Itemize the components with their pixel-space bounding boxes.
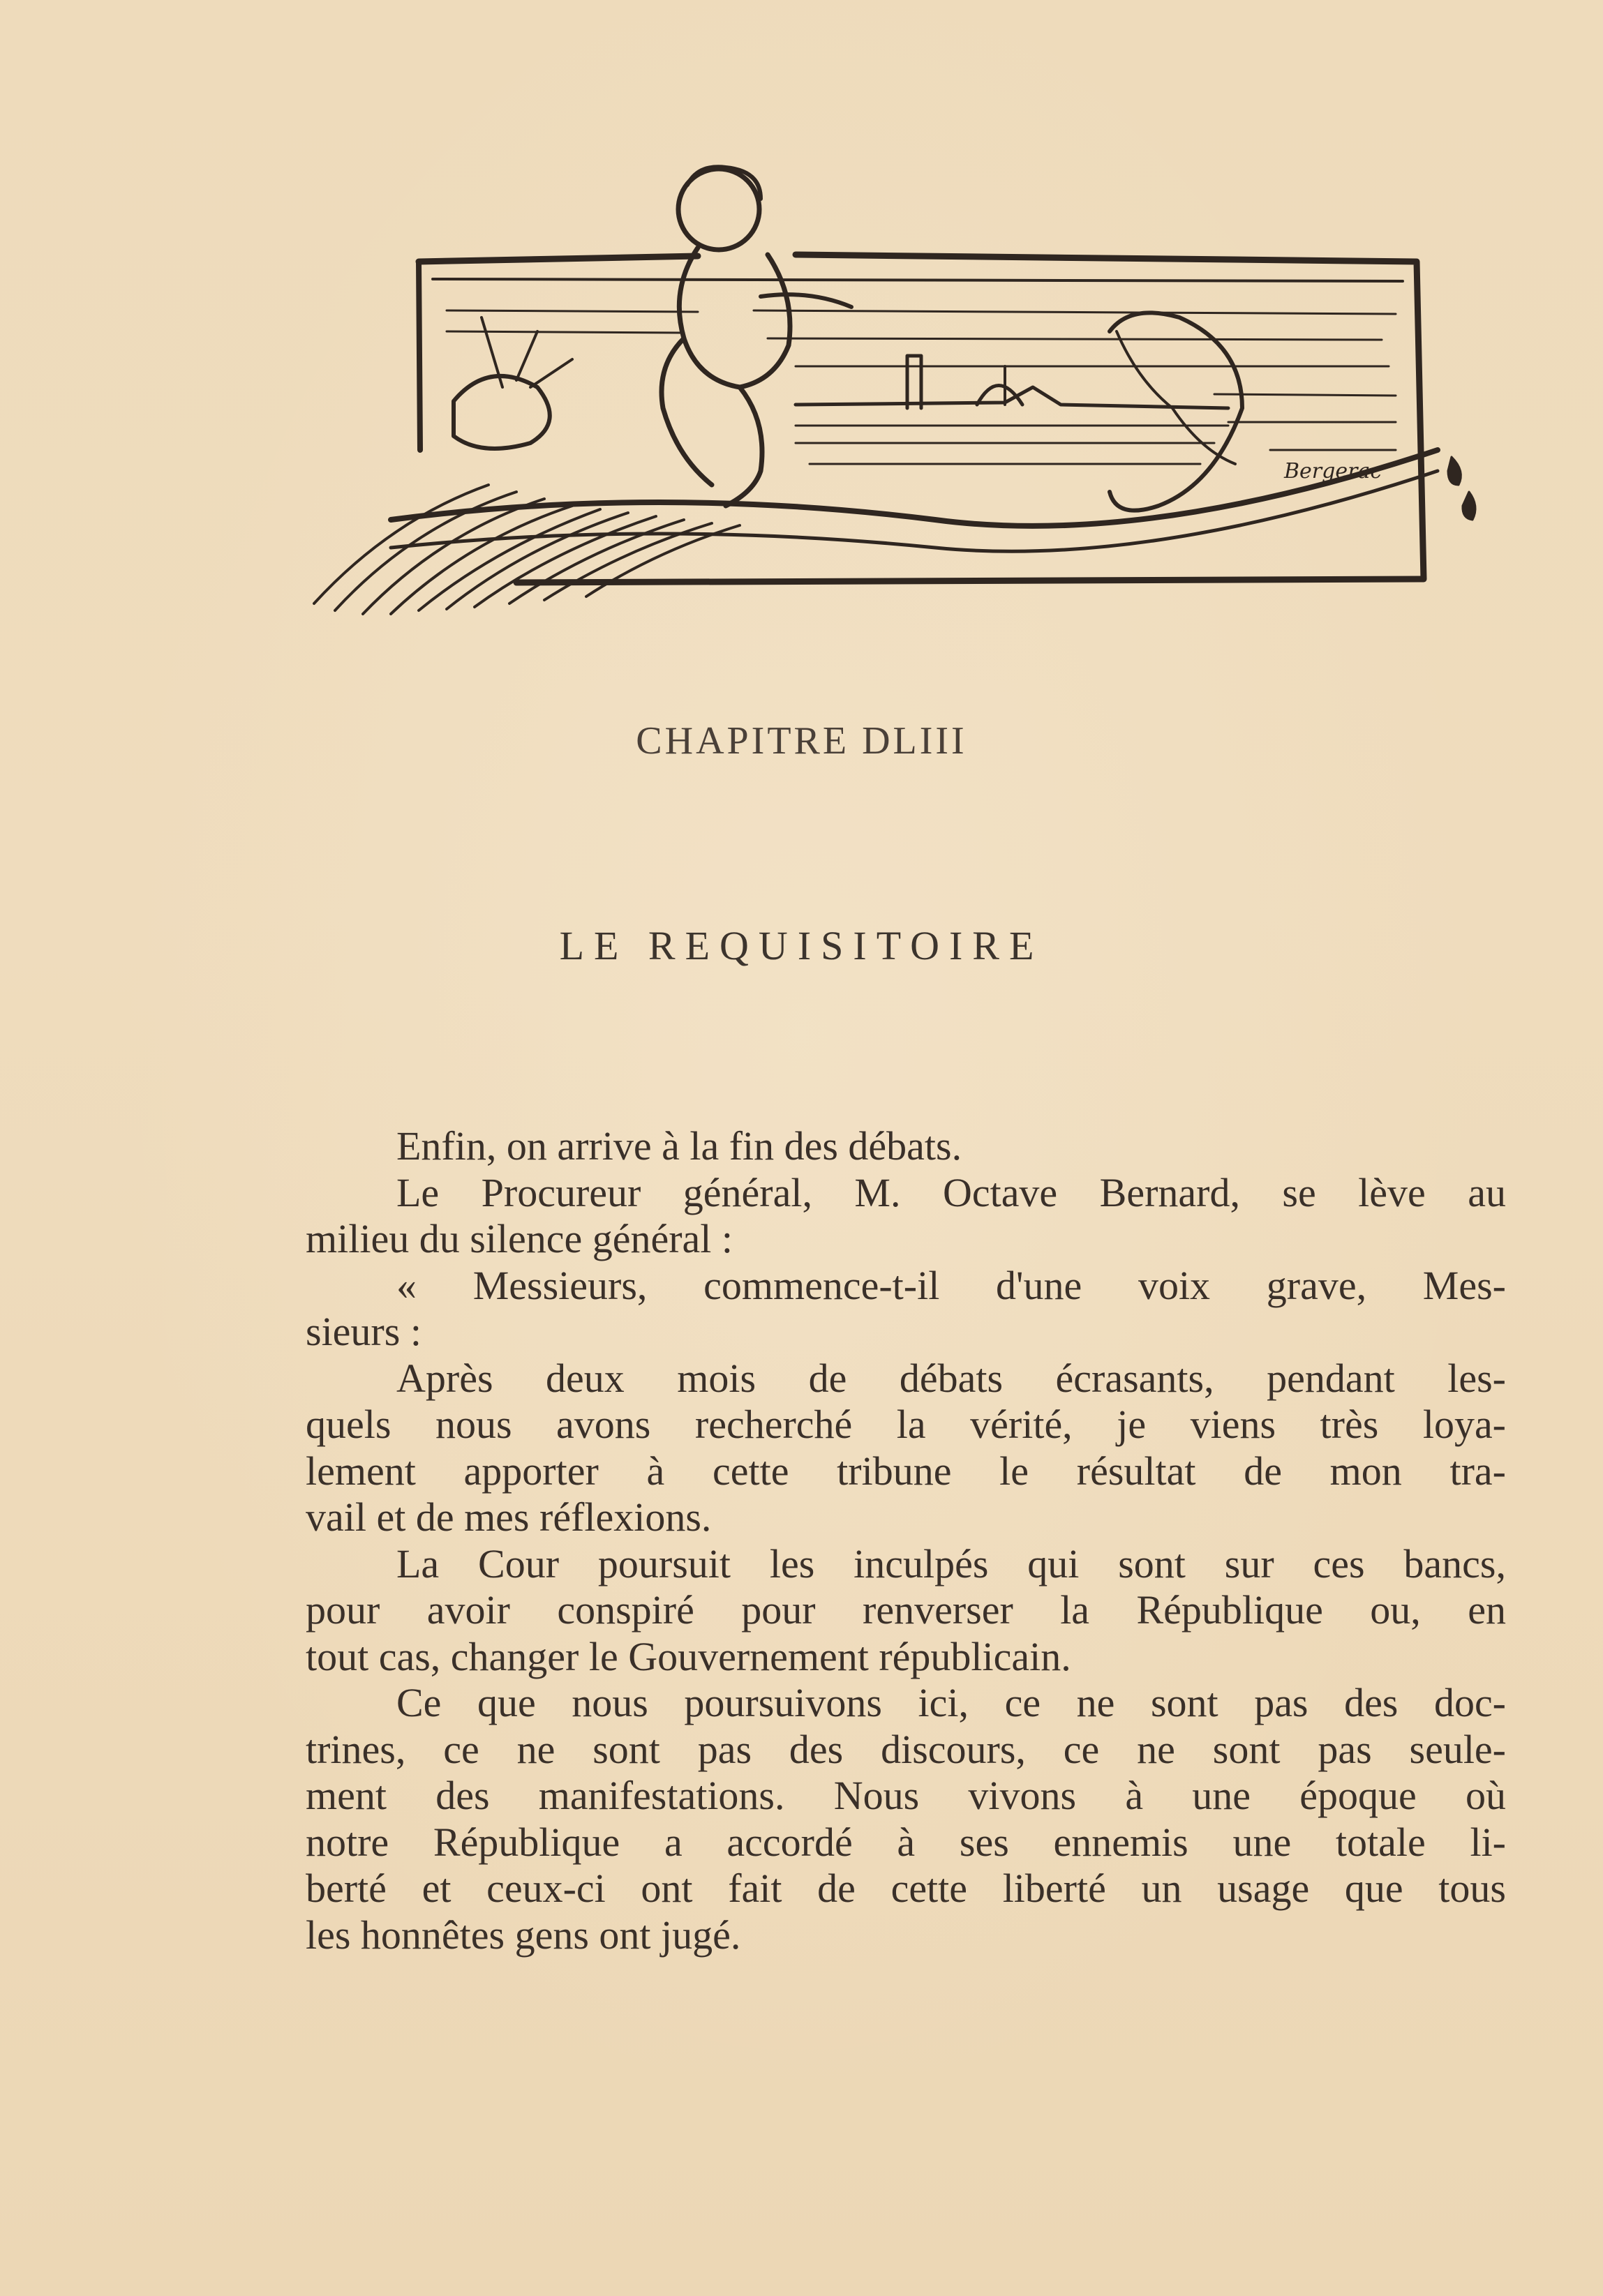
text-line: lement apporter à cette tribune le résultat de mon tra- [306,1448,1506,1494]
text-line: Ce que nous poursuivons ici, ce ne sont pas des doc- [396,1680,1506,1725]
chapter-heading: CHAPITRE DLIII [636,719,967,763]
text-line: La Cour poursuit les inculpés qui sont sur ces bancs, [396,1540,1506,1586]
text-line: milieu du silence général : [306,1216,733,1261]
text-line: tout cas, changer le Gouvernement républicain. [306,1633,1071,1679]
text-line: sieurs : [306,1309,422,1354]
text-line: notre République a accordé à ses ennemis une totale li- [306,1819,1506,1865]
chapter-title: LE REQUISITOIRE [559,923,1044,968]
text-line: Enfin, on arrive à la fin des débats. [396,1123,962,1169]
text-line: ment des manifestations. Nous vivons à une époque où [306,1773,1506,1818]
text-line: Le Procureur général, M. Octave Bernard, se lève au [396,1169,1506,1215]
text-line: trines, ce ne sont pas des discours, ce ne sont pas seule- [306,1726,1506,1772]
text-line: pour avoir conspiré pour renverser la République ou, en [306,1587,1506,1633]
text-line: vail et de mes réflexions. [306,1494,712,1540]
artist-signature: Bergerac [1284,459,1382,483]
body-text [306,1123,1506,1958]
text-line: berté et ceux-ci ont fait de cette liberté un usage que tous [306,1866,1506,1911]
text-line: les honnêtes gens ont jugé. [306,1912,741,1958]
text-line: Après deux mois de débats écrasants, pendant les- [396,1355,1506,1401]
text-line: « Messieurs, commence-t-il d'une voix grave, Mes- [396,1262,1506,1308]
text-line: quels nous avons recherché la vérité, je viens très loya- [306,1402,1506,1447]
cherub-vignette-illustration [307,157,1493,617]
